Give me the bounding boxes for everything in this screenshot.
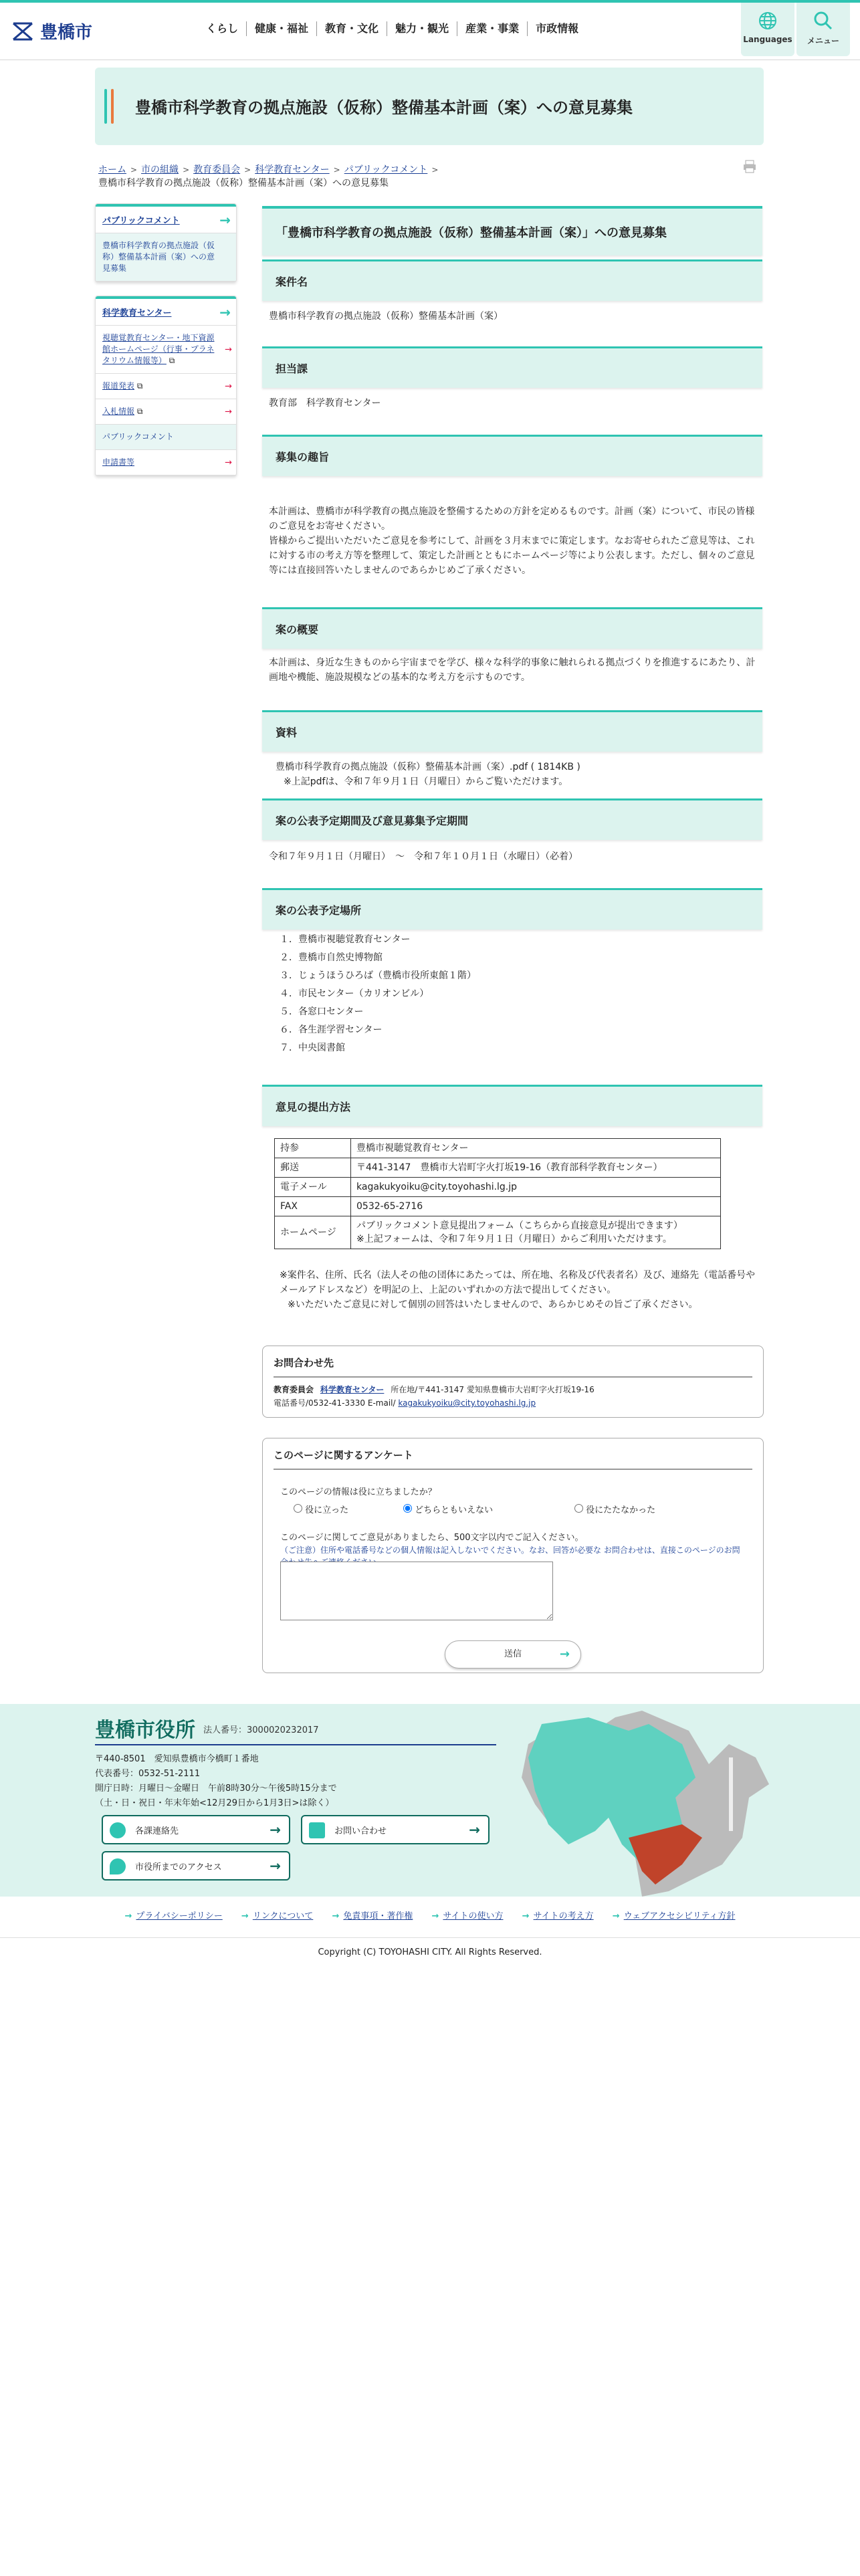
arrow-right-icon: → <box>225 407 232 417</box>
case-name-text: 豊橋市科学教育の拠点施設（仮称）整備基本計画（案） <box>269 311 503 322</box>
departments-contact-button[interactable] <box>102 1815 290 1844</box>
comment-label: このページに関してご意見がありましたら、500文字以内でご記入ください。 <box>280 1533 584 1543</box>
table-row <box>275 1139 721 1158</box>
print-icon[interactable] <box>742 159 757 174</box>
sidebar-heading[interactable] <box>96 204 236 233</box>
button-label: 各課連絡先 <box>135 1826 179 1836</box>
external-link-icon: ⧉ <box>136 407 143 416</box>
sidebar-box-public-comment <box>95 203 237 282</box>
form-note: ※上記フォームは、令和７年９月１日（月曜日）からご利用いただけます。 <box>356 1234 672 1245</box>
arrow-right-icon: → <box>522 1911 530 1921</box>
site-logo[interactable] <box>12 19 92 43</box>
survey-title: このページに関するアンケート <box>274 1448 752 1470</box>
method-notes <box>280 1268 758 1312</box>
nav-item[interactable]: くらし <box>206 22 239 35</box>
footer-link-item[interactable] <box>613 1911 736 1921</box>
comment-note: （ご注意）住所や電話番号などの個人情報は記入しないでください。なお、回答が必要な お問合わせは、直接このページのお問 <box>280 1545 740 1555</box>
arrow-right-icon: → <box>332 1911 340 1921</box>
section-heading: 案の概要 <box>262 607 762 649</box>
survey-option[interactable] <box>294 1503 403 1515</box>
table-value <box>351 1216 721 1249</box>
button-label: 市役所までのアクセス <box>135 1862 222 1872</box>
sidebar-item-current[interactable]: 豊橋市科学教育の拠点施設（仮称）整備基本計画（案）への意見募集 <box>96 233 236 282</box>
sidebar-heading-link[interactable]: 科学教育センター <box>102 308 172 318</box>
aichi-map-illustration <box>508 1704 776 1897</box>
button-label: お問い合わせ <box>334 1826 387 1836</box>
purpose-paragraph: 本計画は、豊橋市が科学教育の拠点施設を整備するための方針を定めるものです。計画（案）について、市民の皆様のご意見をお寄せください。 <box>269 506 755 532</box>
section-heading: 案件名 <box>262 259 762 301</box>
section-heading: 資料 <box>262 710 762 752</box>
purpose-paragraph: 皆様からご提出いただいたご意見を参考にして、計画を３月末までに策定します。なお寄せられたご意見等は、これに対する市の考え方等を整理して、策定した計画とともにホームページ等により公表します。ただし、個々のご意見等には直接回答いたしませんのであらかじめご了承ください。 <box>269 536 755 576</box>
list-item: ２．豊橋市自然史博物館 <box>280 952 383 963</box>
contact-box <box>262 1346 764 1418</box>
table-row <box>275 1197 721 1216</box>
submit-button[interactable] <box>445 1640 581 1669</box>
comment-form-link[interactable]: パブリックコメント意見提出フォーム（こちらから直接意見が提出できます） <box>356 1220 683 1231</box>
comment-textarea[interactable] <box>280 1562 553 1620</box>
nav-item[interactable]: 健康・福祉 <box>246 21 316 36</box>
sidebar-item-link[interactable]: 入札情報 <box>102 407 135 416</box>
footer-address <box>95 1752 337 1811</box>
access-button[interactable] <box>102 1851 290 1881</box>
survey-question: このページの情報は役に立ちましたか？ <box>280 1487 437 1497</box>
contact-details <box>274 1383 752 1410</box>
page-title-box <box>95 68 764 145</box>
sidebar-item[interactable] <box>96 374 236 399</box>
table-key: 郵送 <box>275 1158 351 1178</box>
nav-item[interactable]: 魅力・観光 <box>387 21 457 36</box>
table-row <box>275 1178 721 1197</box>
radio-option[interactable] <box>574 1504 583 1513</box>
purpose-text <box>269 504 757 578</box>
footer-city-name: 豊橋市役所 <box>95 1719 195 1742</box>
external-link-icon: ⧉ <box>169 356 175 365</box>
sidebar-item[interactable] <box>96 450 236 475</box>
breadcrumb-link[interactable]: ホーム <box>98 165 126 175</box>
menu-label: メニュー <box>807 36 839 45</box>
list-item: １．豊橋市視聴覚教育センター <box>280 934 411 945</box>
table-row <box>275 1158 721 1178</box>
footer-link[interactable]: 免責事項・著作権 <box>343 1911 413 1921</box>
footer-link[interactable]: サイトの考え方 <box>533 1911 594 1921</box>
submit-label: 送信 <box>504 1649 522 1659</box>
site-header <box>0 3 860 60</box>
table-value: 〒441-3147 豊橋市大岩町字火打坂19-16（教育部科学教育センター） <box>351 1158 721 1178</box>
radio-option[interactable] <box>403 1504 412 1513</box>
department-text: 教育部 科学教育センター <box>269 398 381 409</box>
sidebar <box>95 203 237 490</box>
contact-email-link[interactable]: kagakukyoiku@city.toyohashi.lg.jp <box>398 1398 536 1408</box>
material-pdf-link[interactable]: 豊橋市科学教育の拠点施設（仮称）整備基本計画（案）.pdf ( 1814KB ) <box>276 762 580 772</box>
table-key: 持参 <box>275 1139 351 1158</box>
global-nav <box>198 21 586 36</box>
table-key: 電子メール <box>275 1178 351 1197</box>
table-value: kagakukyoiku@city.toyohashi.lg.jp <box>351 1178 721 1197</box>
material-note: ※上記pdfは、令和７年９月１日（月曜日）からご覧いただけます。 <box>284 776 568 787</box>
footer-divider <box>95 1744 496 1745</box>
sidebar-item-link[interactable]: 報道発表 <box>102 381 135 391</box>
mail-icon <box>309 1822 325 1838</box>
languages-label: Languages <box>743 35 792 44</box>
section-heading: 案の公表予定場所 <box>262 888 762 930</box>
method-note: ※いただいたご意見に対して個別の回答はいたしませんので、あらかじめその旨ご了承ください。 <box>288 1299 698 1310</box>
arrow-right-icon: → <box>124 1911 132 1921</box>
city-emblem-icon <box>12 22 33 41</box>
sidebar-item-current[interactable]: パブリックコメント <box>96 425 236 450</box>
contact-address: 所在地/〒441-3147 愛知県豊橋市大岩町字火打坂19-16 <box>391 1385 595 1394</box>
sidebar-item[interactable] <box>96 399 236 425</box>
arrow-right-icon: → <box>225 344 232 354</box>
person-icon <box>110 1822 126 1838</box>
nav-item[interactable]: 教育・文化 <box>316 21 387 36</box>
section-heading: 担当課 <box>262 346 762 388</box>
arrow-right-icon: → <box>241 1911 249 1921</box>
languages-button[interactable] <box>741 3 794 56</box>
map-pin-icon <box>110 1858 126 1874</box>
footer-link-item[interactable] <box>241 1911 313 1921</box>
table-key: ホームページ <box>275 1216 351 1249</box>
footer-link[interactable]: サイトの使い方 <box>443 1911 504 1921</box>
main-content <box>262 206 762 1310</box>
survey-options <box>274 1497 752 1521</box>
sidebar-box-science-center <box>95 296 237 476</box>
footer-address-line: （土・日・祝日・年末年始<12月29日から1月3日>は除く） <box>95 1798 334 1808</box>
outline-text: 本計画は、身近な生きものから宇宙までを学び、様々な科学的事象に触れられる拠点づくりを推進するにあたり、計画地や機能、施設規模などの基本的な考え方を示すものです。 <box>269 657 756 683</box>
breadcrumb-current: 豊橋市科学教育の拠点施設（仮称）整備基本計画（案）への意見募集 <box>98 178 389 189</box>
footer-corp-number: 法人番号：3000020232017 <box>203 1725 319 1735</box>
footer-link[interactable]: ウェブアクセシビリティ方針 <box>623 1911 736 1921</box>
breadcrumb-link[interactable]: 科学教育センター <box>255 165 330 175</box>
arrow-right-icon: → <box>612 1911 620 1921</box>
survey-option[interactable] <box>403 1503 574 1515</box>
table-row <box>275 1216 721 1249</box>
submission-method-table <box>274 1138 721 1249</box>
breadcrumb-link[interactable]: 市の組織 <box>141 165 179 175</box>
inquiry-button[interactable] <box>301 1815 490 1844</box>
list-item: ３．じょうほうひろば（豊橋市役所東館１階） <box>280 970 476 981</box>
list-item: ４．市民センター（カリオンビル） <box>280 988 429 999</box>
menu-button[interactable] <box>796 3 850 56</box>
globe-icon <box>758 11 778 31</box>
footer-link-item[interactable] <box>125 1911 223 1921</box>
arrow-right-icon: → <box>270 1858 281 1874</box>
list-item: ５．各窓口センター <box>280 1006 364 1017</box>
arrow-right-icon: → <box>219 304 231 320</box>
footer-links <box>0 1897 860 1938</box>
arrow-right-icon: → <box>469 1822 480 1838</box>
list-item: ７．中央図書館 <box>280 1043 345 1053</box>
logo-text: 豊橋市 <box>40 23 93 43</box>
arrow-right-icon: → <box>219 211 231 228</box>
table-key: FAX <box>275 1197 351 1216</box>
table-value: 豊橋市視聴覚教育センター <box>351 1139 721 1158</box>
method-note: ※案件名、住所、氏名（法人その他の団体にあたっては、所在地、名称及び代表者名）及び、連絡先（電話番号やメールアドレスなど）を明記の上、上記のいずれかの方法で提出してください。 <box>280 1270 756 1295</box>
footer-address-line: 代表番号：0532-51-2111 <box>95 1769 201 1779</box>
external-link-icon: ⧉ <box>136 381 143 391</box>
breadcrumb-link[interactable]: 教育委員会 <box>193 165 241 175</box>
arrow-right-icon: → <box>225 457 232 467</box>
sidebar-heading[interactable] <box>96 296 236 326</box>
sidebar-item[interactable] <box>96 326 236 374</box>
content-heading: 「豊橋市科学教育の拠点施設（仮称）整備基本計画（案）」への意見募集 <box>262 206 762 255</box>
period-text: 令和７年９月１日（月曜日） ～ 令和７年１０月１日（水曜日）（必着） <box>269 851 578 862</box>
option-label: 役にたたなかった <box>586 1505 656 1515</box>
nav-item[interactable]: 市政情報 <box>527 21 586 36</box>
copyright: Copyright (C) TOYOHASHI CITY. All Rights Reserved. <box>318 1947 542 1957</box>
contact-title: お問合わせ先 <box>274 1356 752 1378</box>
material-block <box>276 760 764 789</box>
search-icon <box>813 11 833 31</box>
sidebar-item-link[interactable]: 申請書等 <box>102 457 135 467</box>
section-heading: 案の公表予定期間及び意見募集予定期間 <box>262 798 762 840</box>
footer-link-item[interactable] <box>432 1911 504 1921</box>
arrow-right-icon: → <box>225 381 232 391</box>
survey-box <box>262 1438 764 1673</box>
list-item: ６．各生涯学習センター <box>280 1025 383 1035</box>
option-label: 役に立った <box>305 1505 349 1515</box>
footer-link[interactable]: プライバシーポリシー <box>136 1911 223 1921</box>
nav-item[interactable]: 産業・事業 <box>457 21 527 36</box>
site-footer <box>0 1704 860 1897</box>
section-heading: 意見の提出方法 <box>262 1085 762 1126</box>
survey-option[interactable] <box>574 1503 655 1515</box>
footer-link-item[interactable] <box>332 1911 413 1921</box>
breadcrumb: ホーム > 市の組織 > 教育委員会 > 科学教育センター > パブリックコメント > 豊橋市科学教育の拠点施設（仮称）整備基本計画（案）への意見募集 <box>98 165 439 189</box>
footer-address-line: 〒440-8501 愛知県豊橋市今橋町１番地 <box>95 1754 259 1764</box>
arrow-right-icon: → <box>270 1822 281 1838</box>
footer-address-line: 開庁日時：月曜日～金曜日 午前8時30分～午後5時15分まで <box>95 1784 337 1794</box>
page-title: 豊橋市科学教育の拠点施設（仮称）整備基本計画（案）への意見募集 <box>135 98 633 117</box>
footer-link[interactable]: リンクについて <box>252 1911 314 1921</box>
option-label: どちらともいえない <box>415 1505 494 1515</box>
arrow-right-icon: → <box>431 1911 439 1921</box>
breadcrumb-link[interactable]: パブリックコメント <box>344 165 428 175</box>
table-value: 0532-65-2716 <box>351 1197 721 1216</box>
radio-option[interactable] <box>294 1504 302 1513</box>
sidebar-heading-link[interactable]: パブリックコメント <box>102 216 180 226</box>
section-heading: 募集の趣旨 <box>262 435 762 476</box>
contact-org: 教育委員会 <box>274 1385 314 1394</box>
sidebar-item-link[interactable]: 視聴覚教育センター・地下資源館ホームページ（行事・プラネタリウム情報等） <box>102 333 215 365</box>
arrow-right-icon: → <box>559 1647 570 1661</box>
footer-link-item[interactable] <box>522 1911 594 1921</box>
place-list <box>280 931 768 1057</box>
contact-phone: 電話番号/0532-41-3330 E-mail/ <box>274 1398 396 1408</box>
contact-dept-link[interactable]: 科学教育センター <box>320 1385 385 1394</box>
